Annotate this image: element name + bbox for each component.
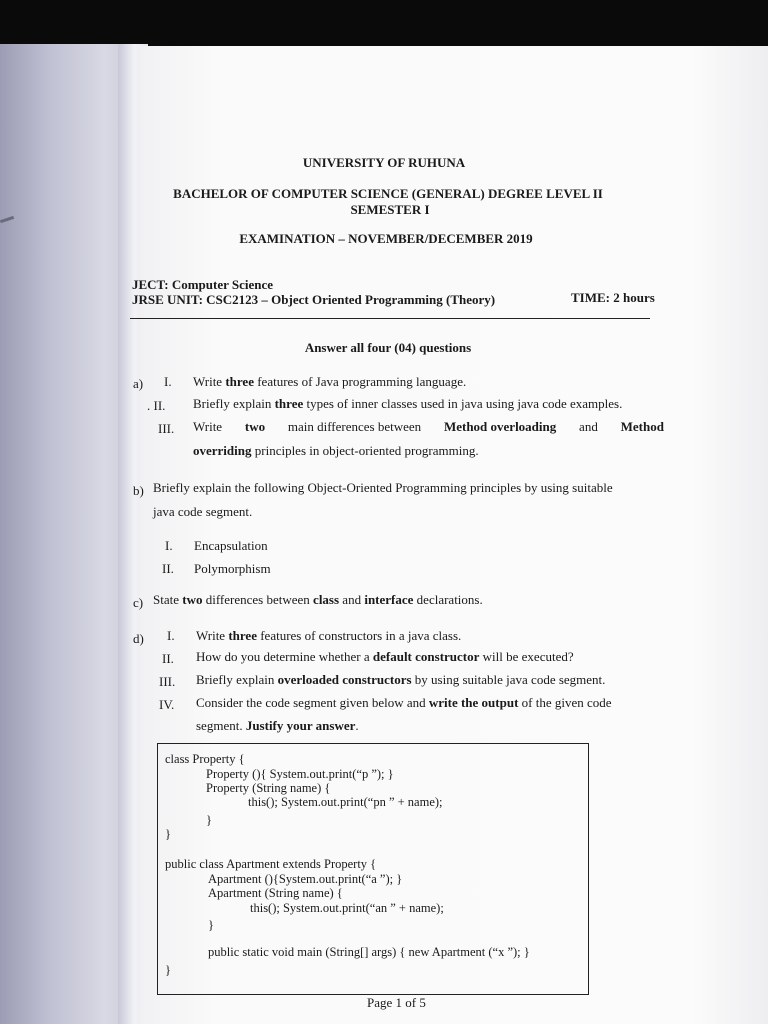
subject-label: JECT: Computer Science (132, 277, 274, 292)
code-line: Property (String name) { (206, 781, 331, 795)
time-label: TIME: 2 hours (571, 290, 655, 305)
degree-title: BACHELOR OF COMPUTER SCIENCE (GENERAL) DEGREE LEVEL II (173, 186, 603, 201)
question-number: I. (167, 628, 175, 643)
question-text: Briefly explain overloaded constructors by using suitable java code segment. (196, 672, 606, 687)
code-line: Apartment (){System.out.print(“a ”); } (208, 872, 403, 886)
question-text-continued: segment. Justify your answer. (196, 718, 359, 733)
code-line: this(); System.out.print(“an ” + name); (250, 901, 444, 915)
code-line: } (206, 813, 212, 827)
question-number: III. (158, 421, 175, 436)
code-line: public static void main (String[] args) { new Apartment (“x ”); } (208, 945, 530, 959)
semester-label: SEMESTER I (350, 202, 430, 217)
code-line: Property (){ System.out.print(“p ”); } (206, 767, 394, 781)
question-text: Write two main differences between Method overloading and Method (193, 419, 664, 434)
question-text: Polymorphism (194, 561, 271, 576)
code-line: this(); System.out.print(“pn ” + name); (248, 795, 443, 809)
code-line: } (165, 963, 171, 977)
code-line: class Property { (165, 752, 245, 766)
question-number: I. (165, 538, 173, 553)
instruction: Answer all four (04) questions (304, 340, 472, 355)
header-divider (130, 318, 650, 319)
code-line: } (208, 918, 214, 932)
part-a-label: a) (133, 376, 144, 391)
question-text: Encapsulation (194, 538, 268, 553)
code-line: } (165, 827, 171, 841)
code-line: public class Apartment extends Property { (165, 857, 377, 871)
question-number: II. (162, 651, 174, 666)
question-text: Write three features of Java programming language. (193, 374, 467, 389)
question-number: III. (159, 674, 176, 689)
university-name: UNIVERSITY OF RUHUNA (302, 155, 466, 170)
question-text: How do you determine whether a default constructor will be executed? (196, 649, 574, 664)
part-c-label: c) (133, 595, 144, 610)
part-d-label: d) (133, 631, 144, 646)
question-number: II. (162, 561, 174, 576)
scan-top-border (0, 0, 768, 48)
part-b-label: b) (133, 483, 144, 498)
course-unit-label: JRSE UNIT: CSC2123 – Object Oriented Programming (Theory) (132, 292, 496, 307)
question-text-continued: java code segment. (153, 504, 253, 519)
page-number: Page 1 of 5 (367, 995, 426, 1010)
question-text: Briefly explain the following Object-Oriented Programming principles by using suitable (153, 480, 613, 495)
question-text-continued: overriding principles in object-oriented programming. (193, 443, 479, 458)
question-text: Consider the code segment given below and write the output of the given code (196, 695, 612, 710)
question-number: I. (164, 374, 172, 389)
question-number: . II. (147, 398, 166, 413)
question-text: Write three features of constructors in a java class. (196, 628, 462, 643)
code-line: Apartment (String name) { (208, 886, 343, 900)
exam-period: EXAMINATION – NOVEMBER/DECEMBER 2019 (239, 231, 533, 246)
question-number: IV. (159, 697, 175, 712)
question-text: Briefly explain three types of inner classes used in java using java code examples. (193, 396, 623, 411)
question-text: State two differences between class and interface declarations. (153, 592, 483, 607)
